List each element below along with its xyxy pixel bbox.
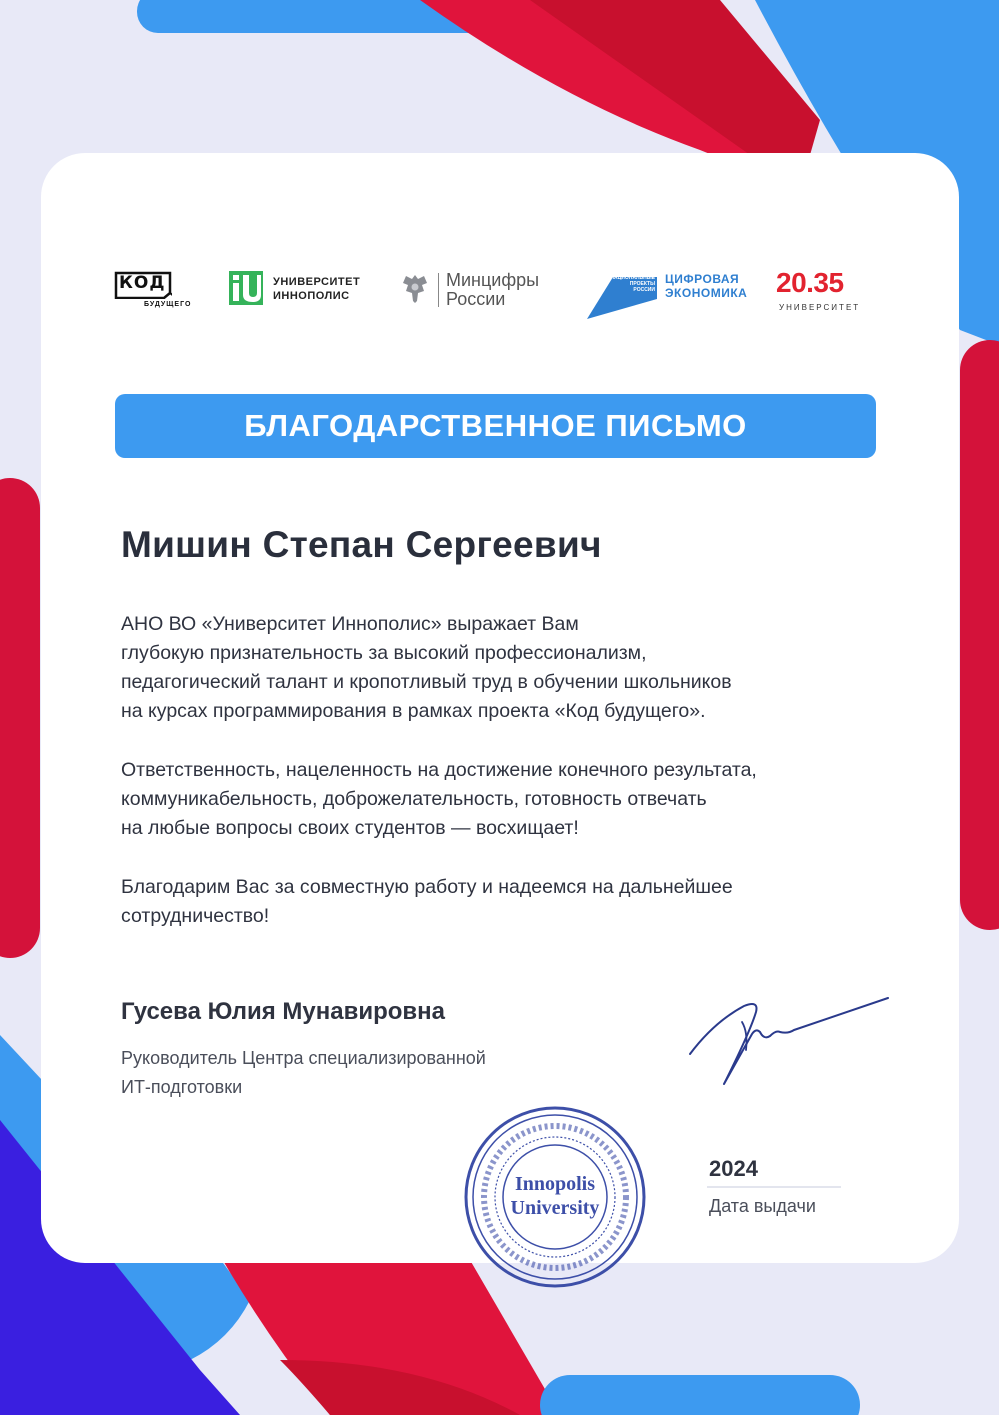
right-red-bar	[960, 340, 999, 930]
paragraph-line: Ответственность, нацеленность на достижение конечного результата,	[121, 759, 757, 781]
banner-title: БЛАГОДАРСТВЕННОЕ ПИСЬМО	[244, 408, 747, 443]
kod-logo-subtitle: БУДУЩЕГО	[144, 301, 192, 308]
paragraph-line: на курсах программирования в рамках проекта «Код будущего».	[121, 700, 706, 722]
innopolis-line2: ИННОПОЛИС	[273, 290, 350, 302]
recipient-name: Мишин Степан Сергеевич	[121, 524, 602, 565]
eagle-emblem-icon	[400, 271, 430, 305]
seal-line2: University	[510, 1197, 600, 1219]
innopolis-logo-text	[273, 275, 360, 303]
handwritten-signature	[684, 992, 894, 1092]
kod-budushchego-logo	[112, 265, 202, 325]
left-red-bar	[0, 478, 40, 958]
kod-logo-title: КОД	[119, 273, 166, 293]
signer-role	[121, 1044, 486, 1102]
np-small3: РОССИИ	[633, 287, 655, 293]
de-line1: ЦИФРОВАЯ	[665, 272, 740, 286]
digital-economy-logo	[587, 265, 757, 325]
body-paragraph-1	[121, 610, 901, 726]
digital-economy-text	[665, 272, 747, 300]
paragraph-line: сотрудничество!	[121, 905, 270, 927]
signer-name: Гусева Юлия Мунавировна	[121, 998, 446, 1025]
np-small1: НАЦИОНАЛЬНЫЕ	[610, 275, 655, 281]
university-2035-logo	[776, 265, 866, 325]
seal-line1: Innopolis	[514, 1173, 596, 1195]
partner-logos	[112, 265, 872, 325]
signer-role-line2: ИТ-подготовки	[121, 1077, 243, 1097]
national-projects-text	[605, 275, 655, 293]
paragraph-line: глубокую признательность за высокий профессионализм,	[121, 642, 647, 664]
body-paragraph-3	[121, 873, 901, 931]
bottom-blue-pill	[540, 1375, 860, 1415]
title-banner	[115, 394, 876, 458]
mincifry-line2: России	[446, 289, 506, 309]
paragraph-line: педагогический талант и кропотливый труд в обучении школьников	[121, 671, 732, 693]
np-small2: ПРОЕКТЫ	[629, 281, 655, 287]
paragraph-line: на любые вопросы своих студентов — восхищает!	[121, 817, 579, 839]
mincifry-logo-text	[446, 271, 539, 309]
u2035-subtitle: УНИВЕРСИТЕТ	[779, 303, 861, 312]
signer-role-line1: Руководитель Центра специализированной	[121, 1048, 486, 1068]
innopolis-line1: УНИВЕРСИТЕТ	[273, 276, 361, 288]
paragraph-line: Благодарим Вас за совместную работу и надеемся на дальнейшее	[121, 876, 733, 898]
u2035-number: 20.35	[776, 267, 844, 298]
paragraph-line: АНО ВО «Университет Иннополис» выражает Вам	[121, 613, 579, 635]
mincifry-line1: Минцифры	[446, 270, 540, 290]
body-paragraph-2	[121, 756, 901, 843]
official-seal	[462, 1104, 648, 1290]
de-line2: ЭКОНОМИКА	[665, 286, 748, 300]
innopolis-iu-icon	[229, 271, 263, 305]
mincifry-logo	[400, 265, 570, 325]
mincifry-separator	[438, 273, 439, 307]
issue-year: 2024	[709, 1156, 758, 1181]
issue-label: Дата выдачи	[709, 1196, 816, 1216]
innopolis-logo	[229, 265, 379, 325]
issue-divider	[707, 1186, 841, 1188]
paragraph-line: коммуникабельность, доброжелательность, готовность отвечать	[121, 788, 707, 810]
